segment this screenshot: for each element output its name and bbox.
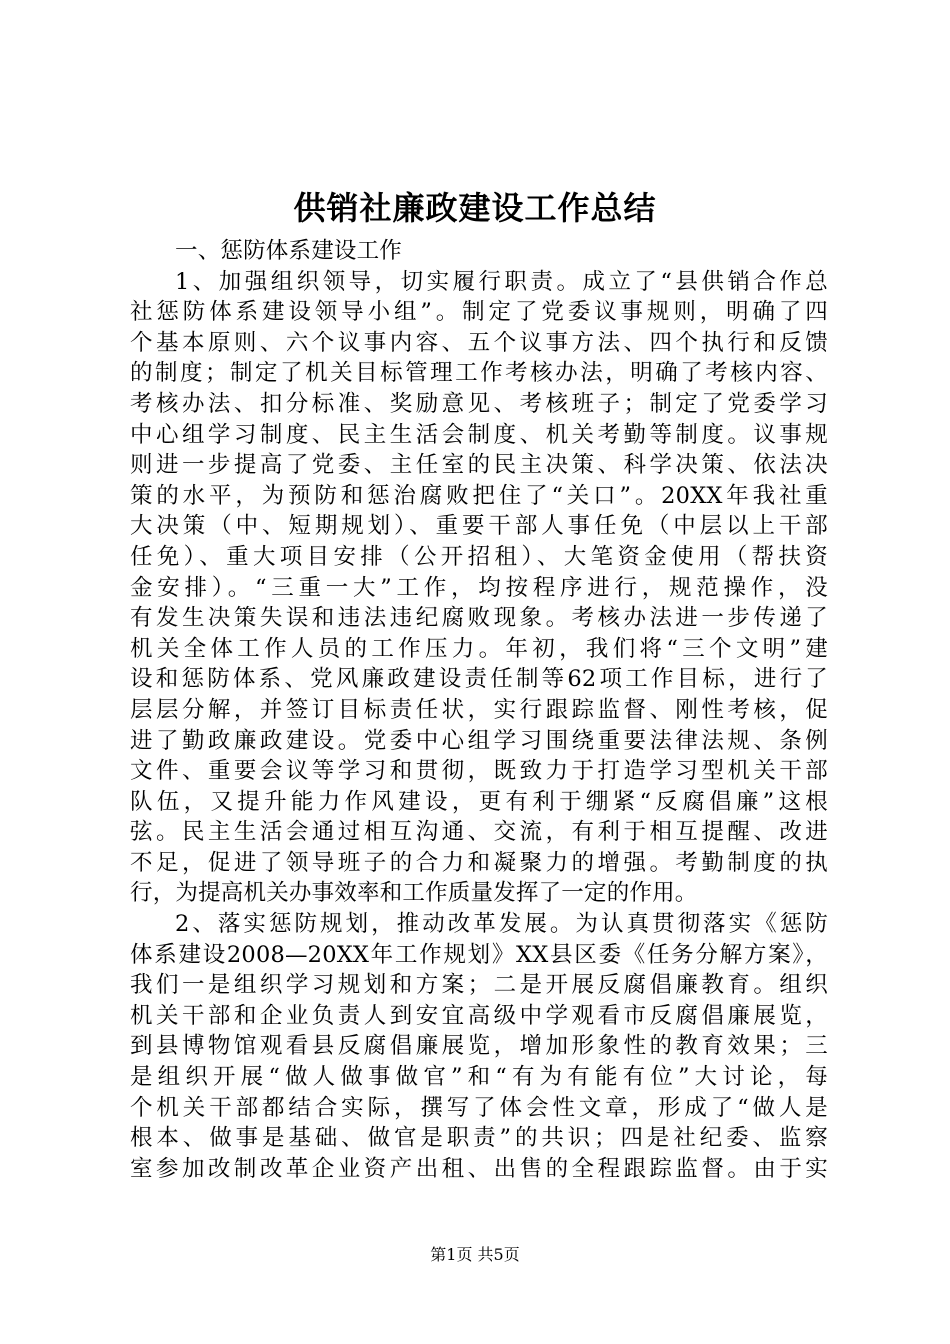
text-line: 个基本原则、六个议事内容、五个议事方法、四个执行和反馈 [130,329,828,356]
text-line: 队伍，又提升能力作风建设，更有利于绷紧“反腐倡廉”这根 [130,788,828,815]
text-line: 进了勤政廉政建设。党委中心组学习围绕重要法律法规、条例 [130,727,828,754]
text-line: 行，为提高机关办事效率和工作质量发挥了一定的作用。 [130,880,698,907]
text-line: 一、惩防体系建设工作 [175,238,403,264]
text-line: 任免）、重大项目安排（公开招租）、大笔资金使用（帮扶资 [130,543,828,570]
text-line: 考核办法、扣分标准、奖励意见、考核班子；制定了党委学习 [130,390,828,417]
text-line: 不足，促进了领导班子的合力和凝聚力的增强。考勤制度的执 [130,849,828,876]
text-line: 是组织开展“做人做事做官”和“有为有能有位”大讨论，每 [130,1064,828,1091]
text-line: 1、加强组织领导，切实履行职责。成立了“县供销合作总 [175,268,828,295]
text-line: 文件、重要会议等学习和贯彻，既致力于打造学习型机关干部 [130,758,828,785]
text-line: 金安排）。“三重一大”工作，均按程序进行，规范操作，没 [130,574,828,601]
text-line: 机关干部和企业负责人到安宜高级中学观看市反腐倡廉展览， [130,1002,828,1029]
text-line: 中心组学习制度、民主生活会制度、机关考勤等制度。议事规 [130,421,828,448]
document-body [130,236,828,1184]
text-line: 室参加改制改革企业资产出租、出售的全程跟踪监督。由于实 [130,1155,828,1182]
text-line: 个机关干部都结合实际，撰写了体会性文章，形成了“做人是 [130,1094,828,1121]
text-line: 策的水平，为预防和惩治腐败把住了“关口”。20XX年我社重 [130,482,828,509]
text-line: 弦。民主生活会通过相互沟通、交流，有利于相互提醒、改进 [130,819,828,846]
document-title: 供销社廉政建设工作总结 [293,189,657,227]
text-line: 有发生决策失误和违法违纪腐败现象。考核办法进一步传递了 [130,605,828,632]
text-line: 则进一步提高了党委、主任室的民主决策、科学决策、依法决 [130,452,828,479]
text-line: 2、落实惩防规划，推动改革发展。为认真贯彻落实《惩防 [175,911,828,938]
text-line: 社惩防体系建设领导小组”。制定了党委议事规则，明确了四 [130,299,828,326]
text-line: 体系建设2008—20XX年工作规划》XX县区委《任务分解方案》， [130,941,828,968]
text-line: 层层分解，并签订目标责任状，实行跟踪监督、刚性考核，促 [130,696,828,723]
text-line: 到县博物馆观看县反腐倡廉展览，增加形象性的教育效果；三 [130,1033,828,1060]
page-footer: 第1页 共5页 [430,1245,520,1264]
text-line: 的制度；制定了机关目标管理工作考核办法，明确了考核内容、 [130,360,828,387]
text-line: 大决策（中、短期规划）、重要干部人事任免（中层以上干部 [130,513,828,540]
text-line: 我们一是组织学习规划和方案；二是开展反腐倡廉教育。组织 [130,972,828,999]
text-line: 机关全体工作人员的工作压力。年初，我们将“三个文明”建 [130,635,828,662]
text-line: 设和惩防体系、党风廉政建设责任制等62项工作目标，进行了 [130,666,828,693]
text-line: 根本、做事是基础、做官是职责”的共识；四是社纪委、监察 [130,1125,828,1152]
